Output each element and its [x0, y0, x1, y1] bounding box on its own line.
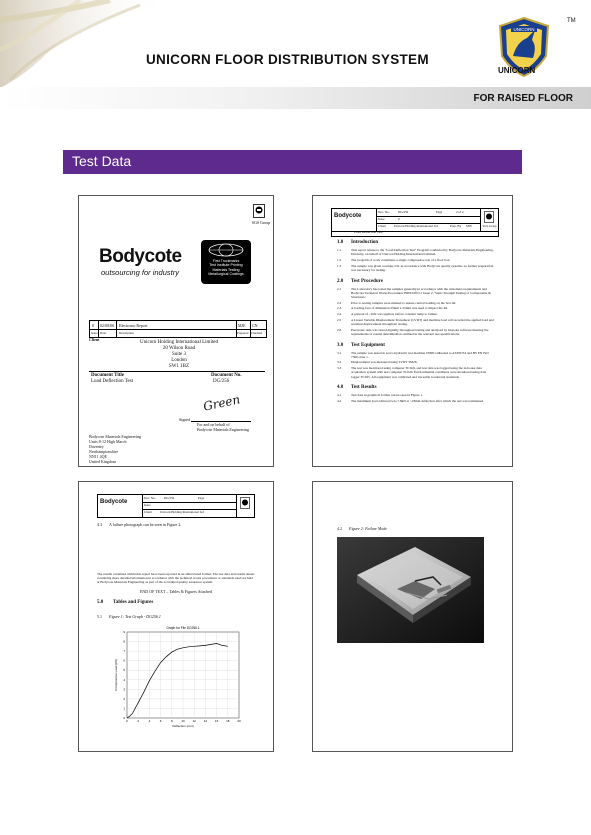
report-graph-page [78, 481, 274, 752]
y-tick-label: 9 [123, 630, 125, 634]
client-line: Unicorn Holding International Limited [140, 340, 218, 345]
lab-address [89, 434, 141, 464]
item-text: Electronic data was stored digitally throughout testing and analysed by bespoke software meeting the requirements of results determination outlined in the relevant test specifications. [351, 327, 489, 336]
col-date: Date [100, 331, 107, 335]
hdr-cell: DG/256 [398, 210, 409, 214]
y-tick-label: 0 [123, 716, 125, 720]
item-number: 1.3 [337, 263, 342, 268]
y-tick-label: 6 [123, 658, 125, 663]
hdr-cell: DG/256 [164, 496, 175, 500]
section-number: 4.0 [337, 385, 344, 391]
figure-caption: Figure 2: Failure Mode [349, 526, 388, 531]
signed-for: For and on behalf of [197, 422, 230, 427]
col-description: Description [119, 331, 134, 335]
logo-badge-text: UNICORN [513, 27, 535, 32]
y-axis-label: Compressive Load (kN) [114, 659, 118, 691]
item-number: 2.3 [337, 306, 342, 311]
hdr-cell: Doc. No. [378, 210, 390, 214]
item-text: This report relates to the "Load Deflection Test" Program conducted by Bodycote Materials Engineering, Daventry, on behalf of Unicorn Holding International Limited. [351, 248, 494, 257]
x-tick-label: 8 [170, 719, 173, 723]
load-deflection-chart [113, 622, 253, 736]
document-number-label: Document No. [211, 373, 242, 378]
item-text: A Linear Variable Displacement Transducer (LVDT) and machine load cell recorded the applied load and resultant displacement throughout testing. [351, 317, 494, 326]
client-line: Suite 3 [171, 352, 187, 357]
y-tick-label: 4 [123, 677, 125, 682]
item-number: 4.2 [337, 398, 342, 403]
hdr-cell: Client [378, 224, 386, 228]
doc-title: Load Deflection Test [354, 230, 383, 234]
item-text: The test was monitored using computer TC0o6, and test data was logged using the in-house data acquisition system with test computer TC029. Environmental conditions were monitored using data logger TC025. All equipment was calibrated and traceable to national standards. [351, 366, 487, 379]
x-tick-label: 14 [203, 719, 208, 723]
item-number: 3.1 [337, 350, 342, 355]
failure-photo [337, 537, 484, 643]
x-tick-label: 4 [148, 719, 151, 723]
doc-header-table [331, 208, 499, 232]
rev-description: Electronic Report [119, 323, 148, 328]
trademark-mark: TM [567, 18, 576, 24]
page-title: UNICORN FLOOR DISTRIBUTION SYSTEM [146, 52, 429, 67]
hdr-cell: 0 [398, 217, 400, 221]
item-number: 1.2 [337, 257, 342, 262]
document-number: DG/256 [213, 379, 230, 384]
item-number: 3.3 [337, 366, 342, 371]
document-title: Load Deflection Test [91, 379, 134, 384]
doc-header-table [97, 494, 255, 518]
item-number: 2.4 [337, 312, 342, 316]
y-tick-label: 8 [123, 639, 125, 644]
rev-number: 0 [92, 323, 94, 328]
client-line: 20 Wilson Road [162, 346, 196, 351]
accreditation-badge [201, 240, 251, 284]
tables-number: 5.0 [97, 600, 104, 605]
x-tick-label: 0 [126, 719, 128, 723]
section-heading: Test Equipment [351, 342, 385, 348]
tagline: FOR RAISED FLOOR [473, 93, 573, 104]
address-line: Bodycote Materials Engineering [89, 434, 141, 439]
group-label: SGS Group [251, 220, 271, 225]
item-text: The program of work constitutes a single compressive test of a floor box. [351, 257, 451, 262]
x-tick-label: 18 [226, 719, 230, 723]
section-heading: Introduction [351, 240, 379, 245]
section-heading: Test Procedure [351, 278, 383, 284]
signature: Green [201, 392, 242, 414]
hdr-cell: Unicorn Holding International Ltd [160, 510, 204, 514]
client-address [119, 340, 239, 370]
rev-prepared: MJE [238, 323, 246, 328]
header-company: Bodycote [334, 213, 362, 219]
client-line: London [171, 358, 187, 363]
revision-table [89, 320, 267, 338]
client-line: SW1 1BZ [168, 364, 190, 369]
hdr-cell: Issue [378, 217, 385, 221]
hdr-cell: Prep. By [450, 224, 462, 228]
x-tick-label: 12 [192, 719, 196, 723]
header-corner-decoration [0, 0, 170, 90]
badge-line: Materials Testing [212, 267, 240, 272]
header-company: Bodycote [100, 499, 128, 505]
address-line: United Kingdom [89, 459, 116, 464]
y-tick-label: 5 [123, 668, 125, 673]
hdr-cell: Page [198, 496, 205, 500]
address-line: Units 8-12 High March [89, 439, 127, 444]
item-number: 1.1 [337, 248, 342, 252]
company-name: Bodycote [99, 246, 182, 267]
badge-line: Metallurgical Coatings [208, 272, 244, 277]
item-text: A loading face of dimension 25mm x 25mm was used to impact the lid. [351, 306, 448, 311]
results-statement: The results contained within this report have been reported in an abbreviated format. The test data and results sheets containing more detailed information in accordance with the technical works procedures or standards used are held at Bodycote Materials Engineering as part of the accredited quality assurance system. [97, 572, 255, 585]
item-text: Prior to testing samples were marked to ensure central loading on the box lid. [351, 300, 457, 305]
globe-icon [207, 243, 245, 257]
item-text: The Laboratory has tested the samples generally in accordance with the customers requirements and Bodycote Technical Works Procedures BMT-DW/11 Issue 2, 'Static Strength Testing of Components & Structures'. [351, 286, 491, 299]
x-tick-label: 16 [214, 719, 219, 723]
y-tick-label: 7 [123, 649, 125, 654]
sgs-logo-icon [484, 211, 494, 223]
hdr-cell: Client [144, 510, 152, 514]
report-intro-page [312, 195, 513, 467]
item-text: A preload of ~1kN was applied, before constant ramp to failure. [351, 312, 438, 316]
hdr-cell: Issue [144, 503, 151, 507]
x-tick-label: 10 [181, 719, 185, 723]
col-issue: Issue [91, 331, 98, 335]
item-text: The maximum load achieved was 7.8kN at ~18mm deflection after which the test was terminated. [351, 398, 484, 403]
y-tick-label: 1 [123, 706, 125, 711]
x-tick-label: 6 [159, 719, 162, 723]
chart-title: Graph for File DG256.1 [166, 626, 200, 630]
item-number: 4.1 [337, 393, 342, 398]
company-slogan: outsourcing for industry [101, 268, 179, 277]
section-number: 3.0 [337, 342, 344, 348]
section-title: Test Data [72, 153, 132, 169]
item-text: Test data in graphical format can be seen in Figure 1. [351, 393, 423, 398]
item-number: 2.5 [337, 317, 342, 322]
doc-title-row [331, 230, 499, 237]
client-label: Client [89, 337, 100, 342]
figure-caption: Figure 1: Test Graph - DG256.1 [109, 614, 161, 619]
x-axis-label: Deflection (mm) [172, 724, 194, 728]
hdr-cell: MJE [466, 224, 473, 228]
section-heading: Test Results [351, 385, 377, 391]
address-line: Northamptonshire [89, 449, 119, 454]
badge-line: Test Institute Printing [209, 263, 243, 268]
item-number: 2.1 [337, 286, 342, 291]
y-tick-label: 2 [123, 696, 125, 701]
hdr-cell: Doc. No. [144, 496, 156, 500]
signed-label: Signed [179, 417, 191, 422]
hdr-cell: 2 of 4 [456, 210, 464, 214]
end-of-text: END OF TEXT – Tables & Figures Attached [139, 589, 213, 594]
hdr-cell: Unicorn Holding International Ltd [394, 224, 438, 228]
report-photo-page [312, 481, 513, 752]
report-cover-page [78, 195, 274, 467]
item-text: The sample was given a unique I.D. in accordance with Bodycote quality systems, no further preparation was necessary for testing. [351, 263, 494, 272]
item-number: 2.2 [337, 300, 342, 305]
figure-number: 4.2 [337, 526, 342, 531]
logo-text: UNICORN [498, 66, 536, 75]
sgs-logo-icon [240, 497, 250, 509]
item-number: 2.6 [337, 327, 342, 332]
signed-company: Bodycote Materials Engineering [197, 427, 249, 432]
address-line: NN11 4QE [89, 454, 107, 459]
item-number: 4.3 [97, 522, 102, 527]
rev-date: 02/08/06 [100, 323, 115, 328]
hdr-cell: Page [436, 210, 443, 214]
item-text: Displacement was measured using LVDT TM26. [351, 360, 418, 365]
item-text: A failure photograph can be seen in Figure 2. [109, 522, 182, 527]
item-text: The sample was tested in servo-hydraulic test machine TD98 calibrated to ASTM E4 and BS EN ISO 7500 class 1. [351, 350, 489, 359]
address-line: Daventry [89, 444, 104, 449]
section-number: 2.0 [337, 278, 344, 284]
col-checked: Checked [251, 331, 263, 335]
section-bar [63, 150, 522, 174]
document-title-label: Document Title [91, 373, 125, 378]
badge-line: First Truckmarks [212, 259, 240, 263]
sgs-logo-icon [253, 204, 265, 218]
col-prepared: Prepared [237, 331, 249, 335]
x-tick-label: 20 [237, 719, 241, 723]
x-tick-label: 2 [137, 719, 140, 723]
tables-title: Tables and Figures [113, 600, 154, 605]
figure-number: 5.1 [97, 614, 102, 619]
section-number: 1.0 [337, 240, 344, 245]
rev-checked: CN [252, 323, 258, 328]
item-number: 3.2 [337, 360, 342, 365]
y-tick-label: 3 [123, 687, 125, 692]
group-label: SGS Group [482, 224, 497, 228]
